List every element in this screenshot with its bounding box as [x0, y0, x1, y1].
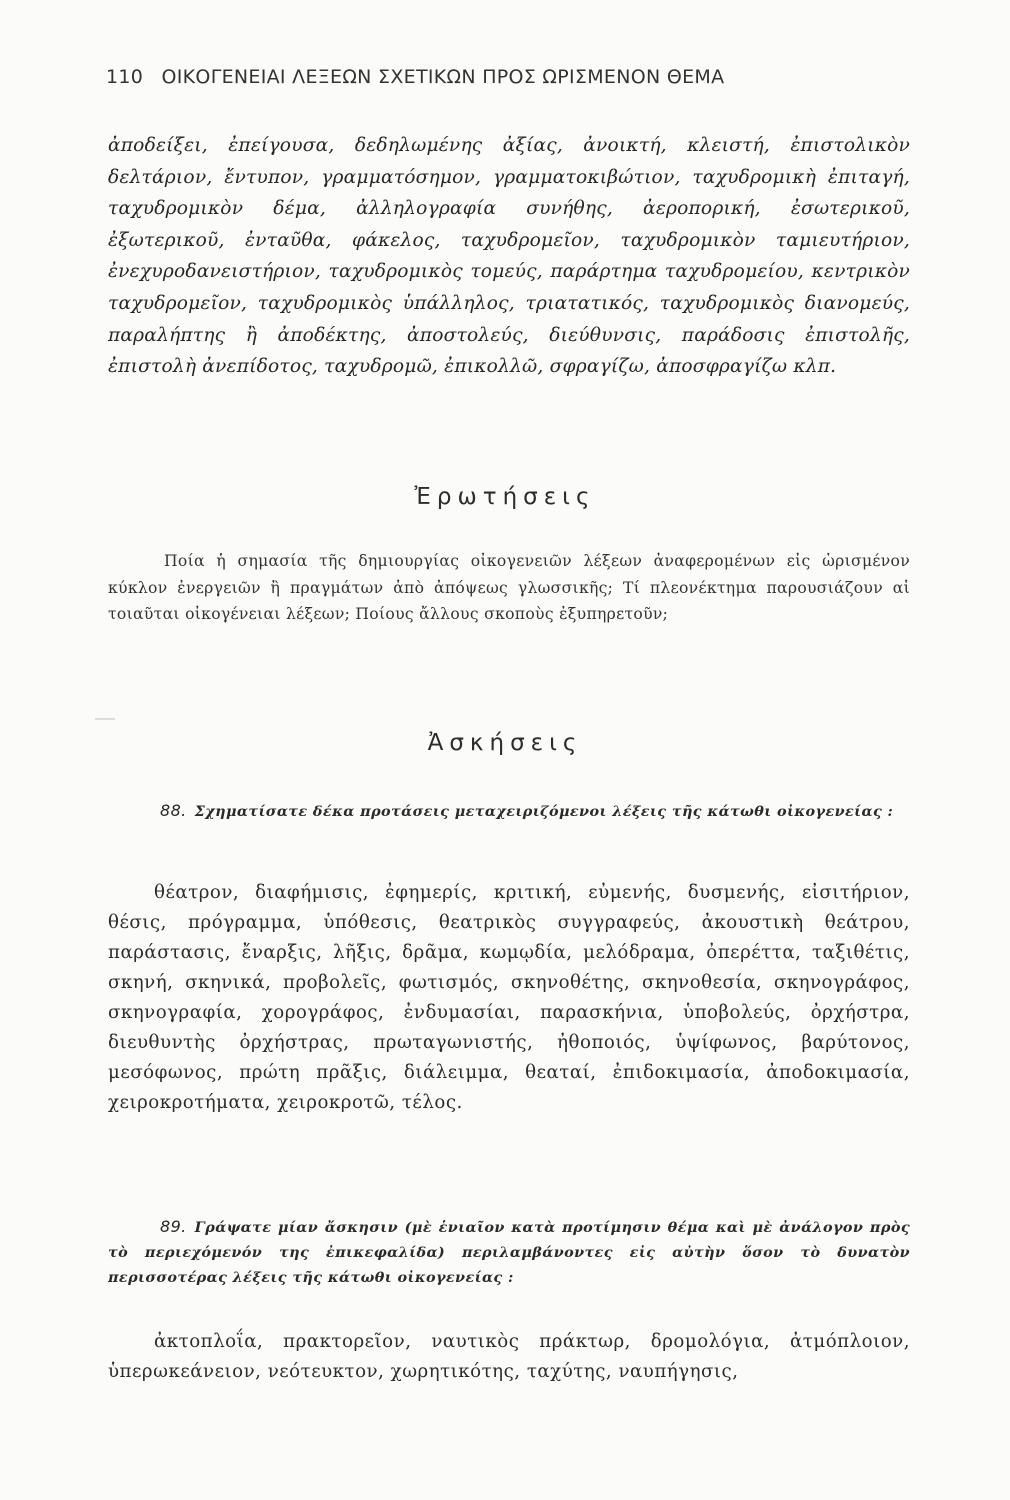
- page-number: 110: [106, 66, 144, 88]
- vocabulary-paragraph: ἀποδείξει, ἐπείγουσα, δεδηλωμένης ἀξίας, ἀνοικτή, κλειστή, ἐπιστολικὸν δελτάριον, ἔντυπον, γραμματόσημον, γραμματοκιβώτιον, ταχυδρομικὴ ἐπιταγή, ταχυδρομικὸν δέμα, ἀλληλογραφία συνήθης, ἀεροπορική, ἐσωτερικοῦ, ἐξωτερικοῦ, ἐνταῦθα, φάκελος, ταχυδρομεῖον, ταχυδρομικὸν ταμιευτήριον, ἐνεχυροδανειστήριον, ταχυδρομικὸς τομεύς, παράρτημα ταχυδρομείου, κεντρικὸν ταχυδρομεῖον, ταχυδρομικὸς ὑπάλληλος, τριατατικός, ταχυδρομικὸς διανομεύς, παραλήπτης ἢ ἀποδέκτης, ἀποστολεύς, διεύθυνσις, παράδοσις ἐπιστολῆς, ἐπιστολὴ ἀνεπίδοτος, ταχυδρομῶ, ἐπικολλῶ, σφραγίζω, ἀποσφραγίζω κλπ.: [108, 135, 910, 378]
- exercise-89-word-list: ἀκτοπλοΐα, πρακτορεῖον, ναυτικὸς πράκτωρ, δρομολόγια, ἀτμόπλοιον, ὑπερωκεάνειον, νεότευκτον, χωρητικότης, ταχύτης, ναυπήγησις,: [108, 1331, 910, 1382]
- running-head-title: ΟΙΚΟΓΕΝΕΙΑΙ ΛΕΞΕΩΝ ΣΧΕΤΙΚΩΝ ΠΡΟΣ ΩΡΙΣΜΕΝΟΝ ΘΕΜΑ: [161, 66, 725, 88]
- exercise-89-instruction: Γράψατε μίαν ἄσκησιν (μὲ ἑνιαῖον κατὰ προτίμησιν θέμα καὶ μὲ ἀνάλογον πρὸς τὸ περιεχόμενόν της ἐπικεφαλίδα) περιλαμβάνοντες εἰς αὐτὴν ὅσον τὸ δυνατὸν περισσοτέρας λέξεις τῆς κάτωθι οἰκογενείας :: [108, 1219, 910, 1286]
- exercises-heading: Ἀσκήσεις: [427, 730, 583, 756]
- running-head: [106, 66, 906, 88]
- questions-paragraph: Ποία ἡ σημασία τῆς δημιουργίας οἰκογενειῶν λέξεων ἀναφερομένων εἰς ὡρισμένον κύκλον ἐνεργειῶν ἢ πραγμάτων ἀπὸ ἀπόψεως γλωσσικῆς; Τί πλεονέκτημα παρουσιάζουν αἱ τοιαῦται οἰκογένειαι λέξεων; Ποίους ἄλλους σκοποὺς ἐξυπηρετοῦν;: [108, 552, 910, 623]
- exercise-88-word-list: θέατρον, διαφήμισις, ἐφημερίς, κριτική, εὐμενής, δυσμενής, εἰσιτήριον, θέσις, πρόγραμμα, ὑπόθεσις, θεατρικὸς συγγραφεύς, ἀκουστικὴ θεάτρου, παράστασις, ἔναρξις, λῆξις, δρᾶμα, κωμῳδία, μελόδραμα, ὀπερέττα, ταξιθέτις, σκηνή, σκηνικά, προβολεῖς, φωτισμός, σκηνοθέτης, σκηνοθεσία, σκηνογράφος, σκηνογραφία, χορογράφος, ἐνδυμασίαι, παρασκήνια, ὑποβολεύς, ὀρχήστρα, διευθυντὴς ὀρχήστρας, πρωταγωνιστής, ἠθοποιός, ὑψίφωνος, βαρύτονος, μεσόφωνος, πρώτη πρᾶξις, διάλειμμα, θεαταί, ἐπιδοκιμασία, ἀποδοκιμασία, χειροκροτήματα, χειροκροτῶ, τέλος.: [108, 882, 910, 1113]
- exercise-88-instruction: Σχηματίσατε δέκα προτάσεις μεταχειριζόμενοι λέξεις τῆς κάτωθι οἰκογενείας :: [194, 803, 894, 820]
- exercise-88-prompt: [108, 798, 910, 824]
- scan-mark: [95, 718, 115, 720]
- exercise-89-number: 89.: [160, 1217, 187, 1236]
- exercise-88-number: 88.: [160, 801, 187, 820]
- questions-heading: Ἐρωτήσεις: [414, 484, 596, 510]
- exercise-89-prompt: [108, 1214, 910, 1290]
